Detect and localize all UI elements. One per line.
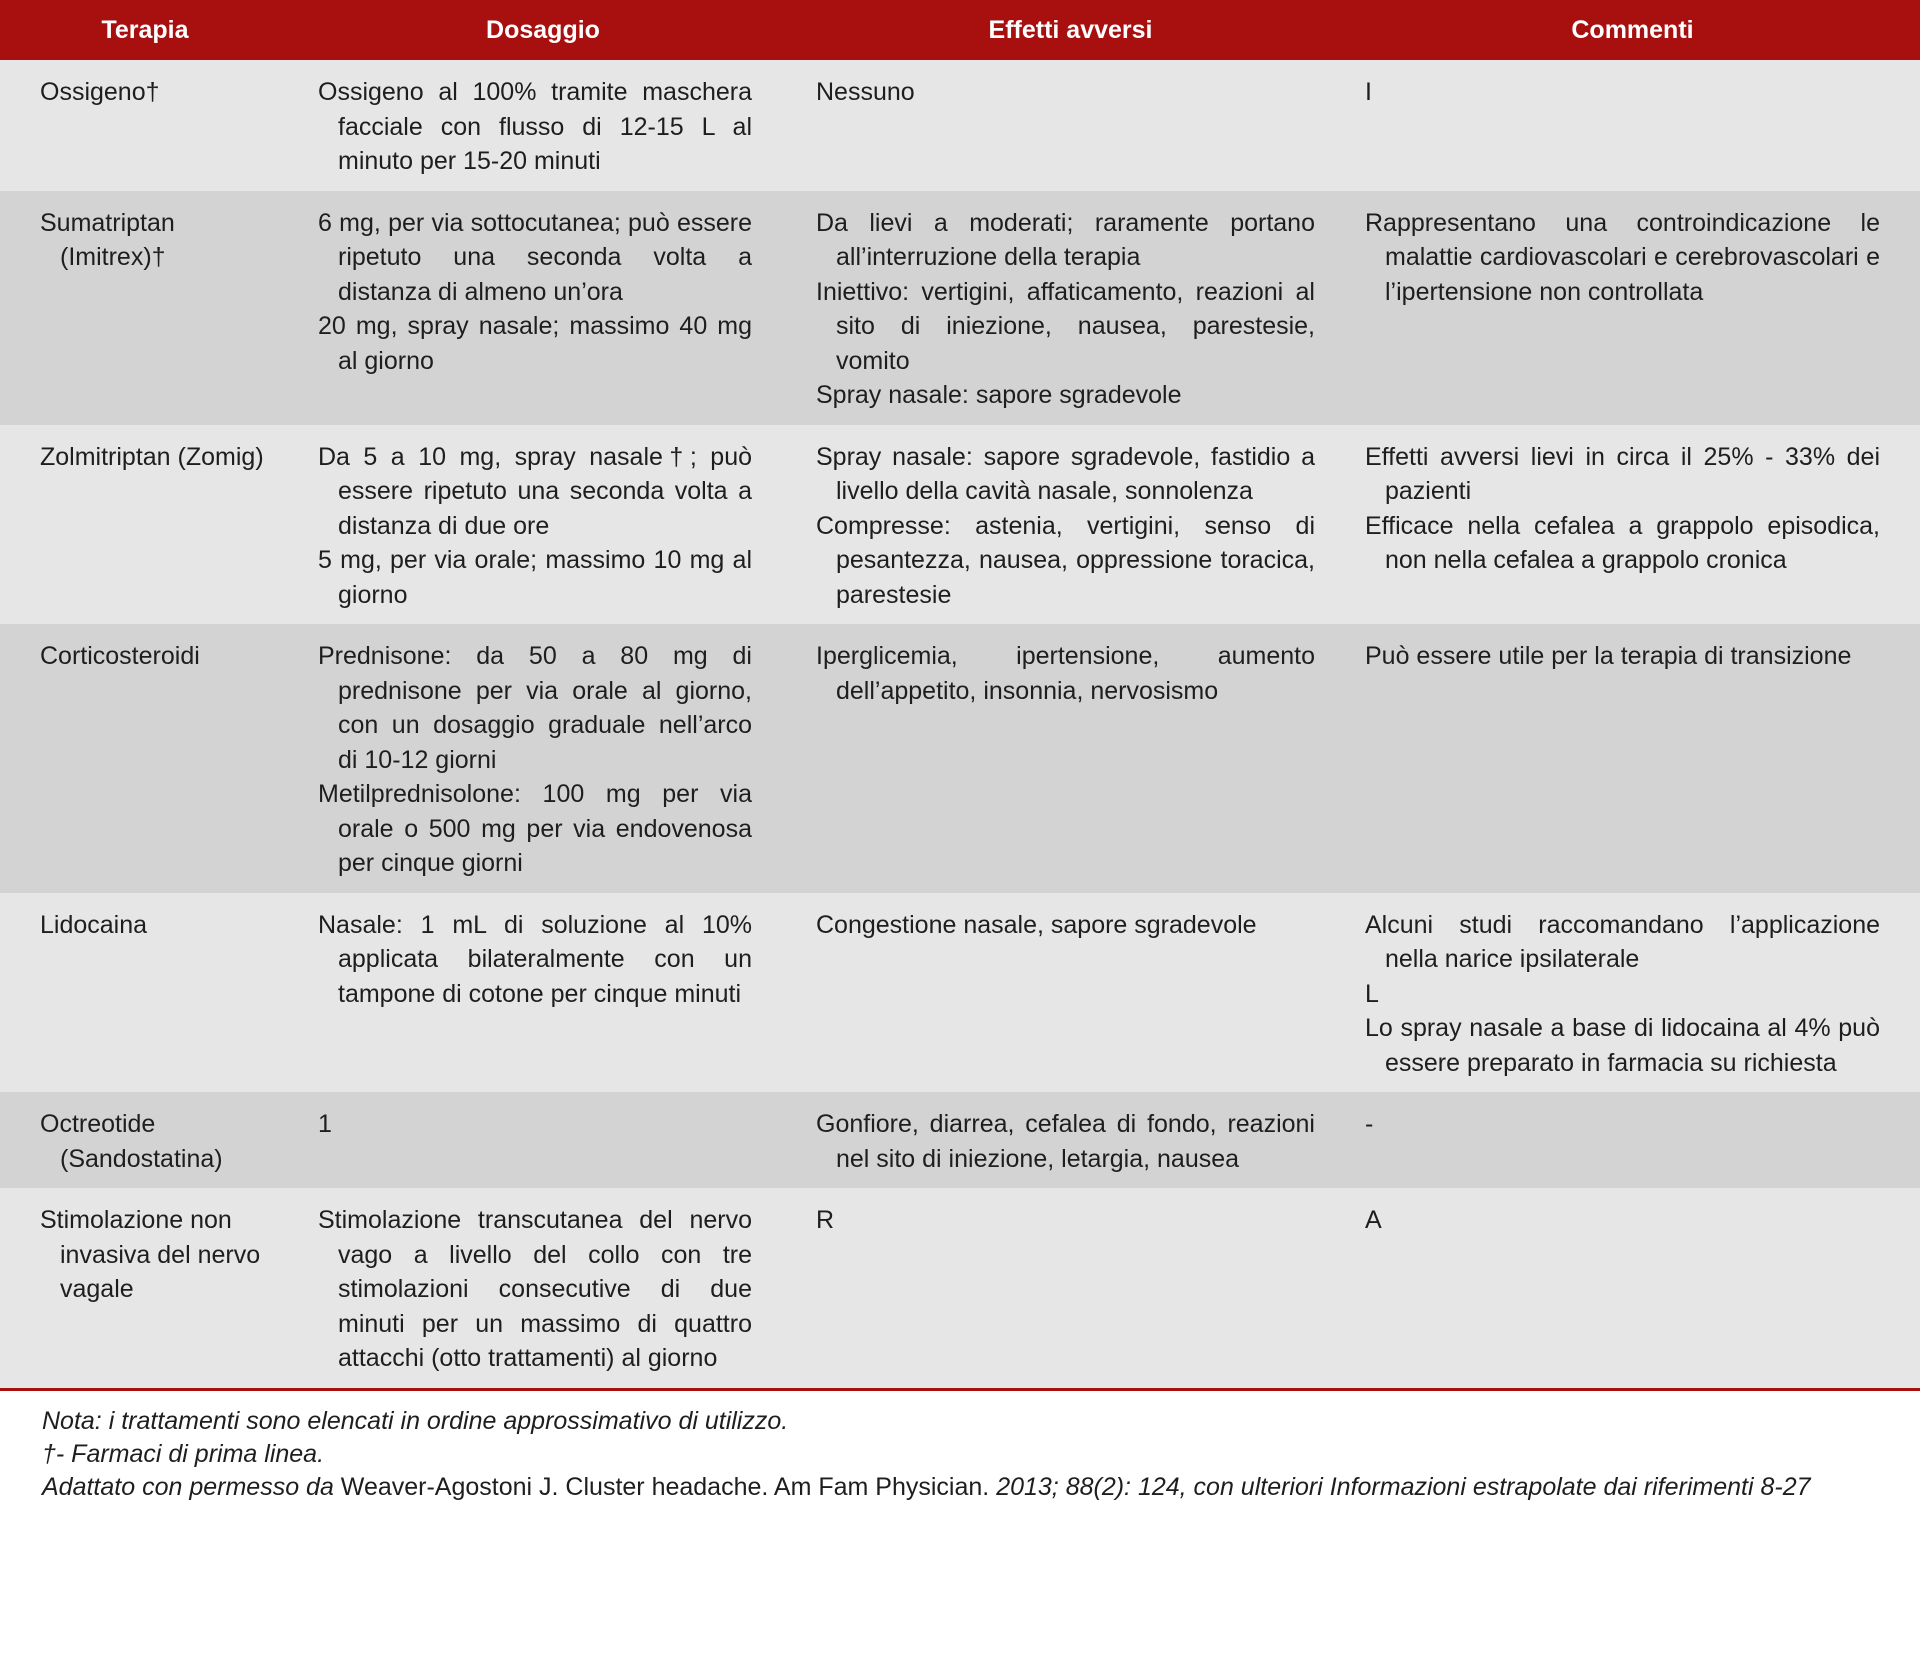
cell-dosage [290, 1092, 796, 1188]
cell-paragraph: 20 mg, spray nasale; massimo 40 mg al giorno [318, 312, 752, 375]
text-segment: L [1365, 979, 1379, 1008]
table-row [0, 893, 1920, 1093]
cell-paragraph: Lo spray nasale a base di lidocaina al 4% può essere preparato in farmacia su richiesta [1365, 1014, 1880, 1077]
cell-adverse-effects [796, 191, 1345, 425]
cell-paragraph: 5 mg, per via orale; massimo 10 mg al giorno [318, 546, 752, 609]
cell-paragraph: Nessuno [816, 78, 915, 106]
cell-paragraph: Prednisone: da 50 a 80 mg di prednisone per via orale al giorno, con un dosaggio graduale nell’arco di 10-12 giorni [318, 642, 752, 774]
header-adverse-effects: Effetti avversi [988, 15, 1153, 44]
cell-comments [1345, 1188, 1920, 1388]
text-segment: A [1365, 1206, 1382, 1234]
table-row [0, 60, 1920, 191]
cell-paragraph: Gonfiore, diarrea, cefalea di fondo, reazioni nel sito di iniezione, letargia, nausea [816, 1110, 1315, 1173]
cell-paragraph: Può essere utile per la terapia di transizione [1365, 642, 1852, 670]
cell-adverse-effects [796, 1092, 1345, 1188]
cell-paragraph: 6 mg, per via sottocutanea; può essere ripetuto una seconda volta a distanza di almeno un’ora [318, 208, 752, 306]
text-segment: R [816, 1206, 835, 1234]
cell-therapy [0, 60, 290, 191]
cell-adverse-effects [796, 1188, 1345, 1388]
cell-paragraph: Stimolazione non invasiva del nervo vagale [40, 1206, 261, 1303]
cell-paragraph: Ossigeno al 100% tramite maschera facciale con flusso di 12-15 L al minuto per 15-20 minuti [318, 78, 752, 175]
cell-therapy [0, 191, 290, 425]
cell-paragraph [1365, 977, 1880, 1012]
cell-dosage [290, 60, 796, 191]
text-segment: I [1365, 78, 1372, 106]
cell-paragraph: Sumatriptan (Imitrex)† [40, 208, 175, 271]
cell-dosage [290, 425, 796, 625]
cell-paragraph: Da lievi a moderati; raramente portano all’interruzione della terapia [816, 208, 1315, 271]
cell-paragraph: Rappresentano una controindicazione le malattie cardiovascolari e cerebrovascolari e l’ipertensione non controllata [1365, 208, 1880, 306]
header-comments: Commenti [1571, 15, 1694, 44]
cell-paragraph: Compresse: astenia, vertigini, senso di pesantezza, nausea, oppressione toracica, parestesie [816, 511, 1315, 609]
cell-paragraph: Congestione nasale, sapore sgradevole [816, 910, 1257, 939]
table-header-row [0, 0, 1920, 60]
cell-comments [1345, 191, 1920, 425]
cell-therapy [0, 893, 290, 1093]
cell-paragraph: Spray nasale: sapore sgradevole, fastidio a livello della cavità nasale, sonnolenza [816, 442, 1315, 505]
table-row [0, 624, 1920, 893]
cell-paragraph: Nasale: 1 mL di soluzione al 10% applicata bilateralmente con un tampone di cotone per cinque minuti [318, 910, 752, 1008]
table-row [0, 1188, 1920, 1388]
cell-paragraph: Ossigeno† [40, 78, 160, 106]
cell-paragraph: Effetti avversi lievi in circa il 25% - 33% dei pazienti [1365, 442, 1880, 505]
cell-paragraph [318, 1107, 752, 1142]
cell-paragraph: Stimolazione transcutanea del nervo vago a livello del collo con tre stimolazioni consecutive di due minuti per un massimo di quattro attacchi (otto trattamenti) al giorno [318, 1206, 752, 1372]
cell-dosage [290, 624, 796, 893]
cell-paragraph: Da 5 a 10 mg, spray nasale†; può essere ripetuto una seconda volta a distanza di due ore [318, 442, 752, 540]
cell-paragraph: Spray nasale: sapore sgradevole [816, 381, 1182, 409]
cell-paragraph: Efficace nella cefalea a grappolo episodica, non nella cefalea a grappolo cronica [1365, 511, 1880, 574]
cell-adverse-effects [796, 893, 1345, 1093]
note-order: Nota: i trattamenti sono elencati in ordine approssimativo di utilizzo. [42, 1406, 789, 1435]
header-dosage: Dosaggio [486, 15, 600, 44]
text-segment: 1 [318, 1110, 332, 1138]
cell-dosage [290, 191, 796, 425]
cell-comments [1345, 60, 1920, 191]
cell-paragraph: Alcuni studi raccomandano l’applicazione nella narice ipsilaterale [1365, 910, 1880, 973]
table-row [0, 425, 1920, 625]
table-row [0, 1092, 1920, 1188]
cell-adverse-effects [796, 425, 1345, 625]
cell-therapy [0, 624, 290, 893]
cell-comments [1345, 624, 1920, 893]
cell-paragraph: Octreotide (Sandostatina) [40, 1110, 223, 1173]
cell-comments [1345, 425, 1920, 625]
cell-dosage [290, 893, 796, 1093]
cell-paragraph [1365, 1203, 1880, 1238]
cell-paragraph: Iniettivo: vertigini, affaticamento, reazioni al sito di iniezione, nausea, parestesie, vomito [816, 277, 1315, 375]
cell-therapy [0, 425, 290, 625]
note-source: Adattato con permesso da Weaver-Agostoni J. Cluster headache. Am Fam Physician. 2013; 88(2): 124, con ulteriori Informazioni estrapolate dai riferimenti 8-27 [42, 1472, 1811, 1501]
header-therapy: Terapia [101, 15, 189, 44]
cell-paragraph [816, 1203, 1315, 1238]
cell-comments [1345, 1092, 1920, 1188]
cell-paragraph: - [1365, 1110, 1374, 1138]
table-notes [0, 1391, 1920, 1504]
cell-dosage [290, 1188, 796, 1388]
cell-adverse-effects [796, 60, 1345, 191]
cell-paragraph: Zolmitriptan (Zomig) [40, 442, 264, 471]
cell-comments [1345, 893, 1920, 1093]
cell-paragraph [1365, 75, 1880, 110]
cell-adverse-effects [796, 624, 1345, 893]
cell-therapy [0, 1092, 290, 1188]
note-first-line: †- Farmaci di prima linea. [42, 1439, 325, 1468]
cell-paragraph: Corticosteroidi [40, 642, 200, 670]
cell-paragraph: Lidocaina [40, 910, 148, 939]
cell-paragraph: Metilprednisolone: 100 mg per via orale o 500 mg per via endovenosa per cinque giorni [318, 780, 752, 877]
cell-paragraph: Iperglicemia, ipertensione, aumento dell’appetito, insonnia, nervosismo [816, 642, 1315, 705]
cell-therapy [0, 1188, 290, 1388]
table-body [0, 60, 1920, 1388]
table-row [0, 191, 1920, 425]
